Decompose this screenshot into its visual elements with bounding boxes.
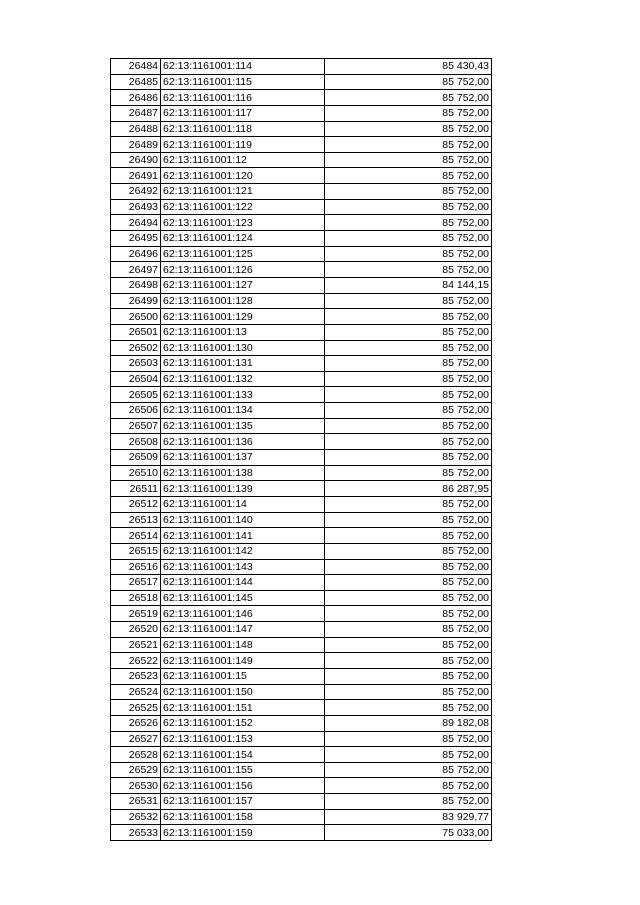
row-number-cell: 26516: [111, 559, 161, 575]
row-number-cell: 26502: [111, 340, 161, 356]
row-number-cell: 26497: [111, 262, 161, 278]
table-row: [111, 559, 492, 575]
row-number-cell: 26530: [111, 778, 161, 794]
row-number-cell: 26518: [111, 590, 161, 606]
cadastral-value-cell: 85 752,00: [325, 309, 492, 325]
cadastral-number-cell: 62:13:1161001:116: [161, 90, 325, 106]
row-number-cell: 26492: [111, 184, 161, 200]
cadastral-value-cell: 85 752,00: [325, 622, 492, 638]
cadastral-number-cell: 62:13:1161001:142: [161, 543, 325, 559]
cadastral-value-cell: 85 752,00: [325, 684, 492, 700]
table-row: [111, 105, 492, 121]
row-number-cell: 26522: [111, 653, 161, 669]
row-number-cell: 26529: [111, 762, 161, 778]
cadastral-number-cell: 62:13:1161001:135: [161, 418, 325, 434]
row-number-cell: 26527: [111, 731, 161, 747]
table-row: [111, 293, 492, 309]
cadastral-value-cell: 85 752,00: [325, 747, 492, 763]
cadastral-value-cell: 85 752,00: [325, 387, 492, 403]
row-number-cell: 26523: [111, 668, 161, 684]
cadastral-number-cell: 62:13:1161001:122: [161, 199, 325, 215]
cadastral-value-cell: 89 182,08: [325, 715, 492, 731]
cadastral-number-cell: 62:13:1161001:141: [161, 528, 325, 544]
table-row: [111, 637, 492, 653]
cadastral-value-cell: 85 752,00: [325, 575, 492, 591]
row-number-cell: 26519: [111, 606, 161, 622]
table-row: [111, 684, 492, 700]
row-number-cell: 26531: [111, 794, 161, 810]
cadastral-number-cell: 62:13:1161001:140: [161, 512, 325, 528]
row-number-cell: 26510: [111, 465, 161, 481]
cadastral-number-cell: 62:13:1161001:156: [161, 778, 325, 794]
cadastral-number-cell: 62:13:1161001:13: [161, 324, 325, 340]
row-number-cell: 26511: [111, 481, 161, 497]
row-number-cell: 26528: [111, 747, 161, 763]
row-number-cell: 26524: [111, 684, 161, 700]
cadastral-value-cell: 85 430,43: [325, 59, 492, 75]
row-number-cell: 26485: [111, 74, 161, 90]
table-row: [111, 434, 492, 450]
row-number-cell: 26493: [111, 199, 161, 215]
row-number-cell: 26494: [111, 215, 161, 231]
cadastral-number-cell: 62:13:1161001:12: [161, 152, 325, 168]
row-number-cell: 26532: [111, 809, 161, 825]
cadastral-number-cell: 62:13:1161001:115: [161, 74, 325, 90]
table-row: [111, 168, 492, 184]
row-number-cell: 26487: [111, 105, 161, 121]
table-row: [111, 152, 492, 168]
cadastral-value-cell: 85 752,00: [325, 528, 492, 544]
table-row: [111, 668, 492, 684]
cadastral-number-cell: 62:13:1161001:136: [161, 434, 325, 450]
table-row: [111, 418, 492, 434]
cadastral-value-cell: 85 752,00: [325, 559, 492, 575]
cadastral-value-cell: 85 752,00: [325, 246, 492, 262]
cadastral-number-cell: 62:13:1161001:144: [161, 575, 325, 591]
table-row: [111, 762, 492, 778]
cadastral-number-cell: 62:13:1161001:124: [161, 231, 325, 247]
table-row: [111, 575, 492, 591]
cadastral-value-table: [110, 58, 492, 841]
cadastral-value-cell: 85 752,00: [325, 606, 492, 622]
cadastral-value-cell: 85 752,00: [325, 90, 492, 106]
row-number-cell: 26486: [111, 90, 161, 106]
table-row: [111, 450, 492, 466]
row-number-cell: 26514: [111, 528, 161, 544]
cadastral-value-cell: 85 752,00: [325, 794, 492, 810]
table-row: [111, 231, 492, 247]
cadastral-number-cell: 62:13:1161001:154: [161, 747, 325, 763]
cadastral-number-cell: 62:13:1161001:126: [161, 262, 325, 278]
table-row: [111, 90, 492, 106]
table-row: [111, 496, 492, 512]
table-row: [111, 731, 492, 747]
cadastral-number-cell: 62:13:1161001:120: [161, 168, 325, 184]
row-number-cell: 26484: [111, 59, 161, 75]
cadastral-value-cell: 85 752,00: [325, 262, 492, 278]
row-number-cell: 26498: [111, 277, 161, 293]
cadastral-value-cell: 85 752,00: [325, 105, 492, 121]
cadastral-number-cell: 62:13:1161001:134: [161, 403, 325, 419]
table-row: [111, 622, 492, 638]
row-number-cell: 26508: [111, 434, 161, 450]
table-row: [111, 309, 492, 325]
cadastral-value-cell: 85 752,00: [325, 450, 492, 466]
table-row: [111, 215, 492, 231]
cadastral-value-cell: 83 929,77: [325, 809, 492, 825]
cadastral-value-cell: 85 752,00: [325, 762, 492, 778]
row-number-cell: 26512: [111, 496, 161, 512]
table-row: [111, 794, 492, 810]
cadastral-number-cell: 62:13:1161001:143: [161, 559, 325, 575]
cadastral-number-cell: 62:13:1161001:123: [161, 215, 325, 231]
row-number-cell: 26500: [111, 309, 161, 325]
row-number-cell: 26501: [111, 324, 161, 340]
row-number-cell: 26526: [111, 715, 161, 731]
table-row: [111, 246, 492, 262]
cadastral-value-cell: 85 752,00: [325, 543, 492, 559]
cadastral-value-cell: 85 752,00: [325, 74, 492, 90]
cadastral-number-cell: 62:13:1161001:148: [161, 637, 325, 653]
cadastral-value-cell: 85 752,00: [325, 121, 492, 137]
cadastral-number-cell: 62:13:1161001:158: [161, 809, 325, 825]
cadastral-number-cell: 62:13:1161001:150: [161, 684, 325, 700]
cadastral-number-cell: 62:13:1161001:147: [161, 622, 325, 638]
cadastral-value-cell: 85 752,00: [325, 356, 492, 372]
row-number-cell: 26490: [111, 152, 161, 168]
row-number-cell: 26506: [111, 403, 161, 419]
row-number-cell: 26496: [111, 246, 161, 262]
cadastral-value-cell: 84 144,15: [325, 277, 492, 293]
cadastral-number-cell: 62:13:1161001:125: [161, 246, 325, 262]
table-row: [111, 262, 492, 278]
cadastral-value-cell: 85 752,00: [325, 637, 492, 653]
table-row: [111, 778, 492, 794]
table-row: [111, 512, 492, 528]
cadastral-value-cell: 85 752,00: [325, 215, 492, 231]
row-number-cell: 26520: [111, 622, 161, 638]
row-number-cell: 26517: [111, 575, 161, 591]
cadastral-number-cell: 62:13:1161001:139: [161, 481, 325, 497]
table-row: [111, 121, 492, 137]
table-row: [111, 481, 492, 497]
cadastral-value-cell: 85 752,00: [325, 668, 492, 684]
cadastral-value-cell: 85 752,00: [325, 700, 492, 716]
row-number-cell: 26495: [111, 231, 161, 247]
table-row: [111, 199, 492, 215]
table-row: [111, 590, 492, 606]
cadastral-number-cell: 62:13:1161001:114: [161, 59, 325, 75]
cadastral-value-cell: 85 752,00: [325, 340, 492, 356]
cadastral-value-cell: 85 752,00: [325, 184, 492, 200]
cadastral-value-cell: 85 752,00: [325, 371, 492, 387]
row-number-cell: 26488: [111, 121, 161, 137]
table-row: [111, 277, 492, 293]
cadastral-number-cell: 62:13:1161001:138: [161, 465, 325, 481]
row-number-cell: 26503: [111, 356, 161, 372]
cadastral-value-cell: 85 752,00: [325, 324, 492, 340]
cadastral-value-cell: 85 752,00: [325, 496, 492, 512]
table-row: [111, 137, 492, 153]
cadastral-value-cell: 85 752,00: [325, 512, 492, 528]
table-row: [111, 403, 492, 419]
cadastral-value-cell: 85 752,00: [325, 293, 492, 309]
cadastral-value-cell: 85 752,00: [325, 731, 492, 747]
row-number-cell: 26504: [111, 371, 161, 387]
cadastral-number-cell: 62:13:1161001:146: [161, 606, 325, 622]
row-number-cell: 26515: [111, 543, 161, 559]
table-row: [111, 747, 492, 763]
table-row: [111, 715, 492, 731]
row-number-cell: 26491: [111, 168, 161, 184]
row-number-cell: 26525: [111, 700, 161, 716]
table-row: [111, 184, 492, 200]
row-number-cell: 26521: [111, 637, 161, 653]
cadastral-number-cell: 62:13:1161001:15: [161, 668, 325, 684]
cadastral-number-cell: 62:13:1161001:129: [161, 309, 325, 325]
row-number-cell: 26489: [111, 137, 161, 153]
table-row: [111, 700, 492, 716]
table-row: [111, 356, 492, 372]
cadastral-number-cell: 62:13:1161001:133: [161, 387, 325, 403]
cadastral-number-cell: 62:13:1161001:119: [161, 137, 325, 153]
table-row: [111, 528, 492, 544]
table-row: [111, 387, 492, 403]
table-row: [111, 606, 492, 622]
row-number-cell: 26513: [111, 512, 161, 528]
cadastral-value-cell: 86 287,95: [325, 481, 492, 497]
cadastral-value-cell: 85 752,00: [325, 653, 492, 669]
row-number-cell: 26533: [111, 825, 161, 841]
cadastral-number-cell: 62:13:1161001:151: [161, 700, 325, 716]
cadastral-number-cell: 62:13:1161001:117: [161, 105, 325, 121]
cadastral-value-cell: 85 752,00: [325, 434, 492, 450]
cadastral-number-cell: 62:13:1161001:118: [161, 121, 325, 137]
table-row: [111, 324, 492, 340]
cadastral-number-cell: 62:13:1161001:152: [161, 715, 325, 731]
cadastral-value-cell: 85 752,00: [325, 465, 492, 481]
cadastral-number-cell: 62:13:1161001:131: [161, 356, 325, 372]
table-row: [111, 809, 492, 825]
cadastral-number-cell: 62:13:1161001:145: [161, 590, 325, 606]
cadastral-number-cell: 62:13:1161001:137: [161, 450, 325, 466]
cadastral-value-cell: 85 752,00: [325, 168, 492, 184]
cadastral-number-cell: 62:13:1161001:14: [161, 496, 325, 512]
cadastral-value-cell: 85 752,00: [325, 137, 492, 153]
cadastral-number-cell: 62:13:1161001:121: [161, 184, 325, 200]
cadastral-number-cell: 62:13:1161001:149: [161, 653, 325, 669]
cadastral-value-cell: 85 752,00: [325, 403, 492, 419]
table-row: [111, 371, 492, 387]
table-body: [111, 59, 492, 841]
cadastral-number-cell: 62:13:1161001:128: [161, 293, 325, 309]
cadastral-number-cell: 62:13:1161001:155: [161, 762, 325, 778]
row-number-cell: 26505: [111, 387, 161, 403]
table-row: [111, 653, 492, 669]
cadastral-number-cell: 62:13:1161001:130: [161, 340, 325, 356]
cadastral-number-cell: 62:13:1161001:127: [161, 277, 325, 293]
table-row: [111, 543, 492, 559]
cadastral-number-cell: 62:13:1161001:132: [161, 371, 325, 387]
cadastral-number-cell: 62:13:1161001:157: [161, 794, 325, 810]
cadastral-value-cell: 85 752,00: [325, 418, 492, 434]
cadastral-value-cell: 85 752,00: [325, 199, 492, 215]
table-row: [111, 340, 492, 356]
row-number-cell: 26507: [111, 418, 161, 434]
cadastral-value-cell: 85 752,00: [325, 778, 492, 794]
table-row: [111, 465, 492, 481]
row-number-cell: 26499: [111, 293, 161, 309]
cadastral-value-cell: 85 752,00: [325, 231, 492, 247]
cadastral-number-cell: 62:13:1161001:153: [161, 731, 325, 747]
table-row: [111, 59, 492, 75]
cadastral-number-cell: 62:13:1161001:159: [161, 825, 325, 841]
table-row: [111, 74, 492, 90]
row-number-cell: 26509: [111, 450, 161, 466]
cadastral-value-cell: 85 752,00: [325, 152, 492, 168]
cadastral-value-cell: 75 033,00: [325, 825, 492, 841]
cadastral-value-cell: 85 752,00: [325, 590, 492, 606]
table-row: [111, 825, 492, 841]
